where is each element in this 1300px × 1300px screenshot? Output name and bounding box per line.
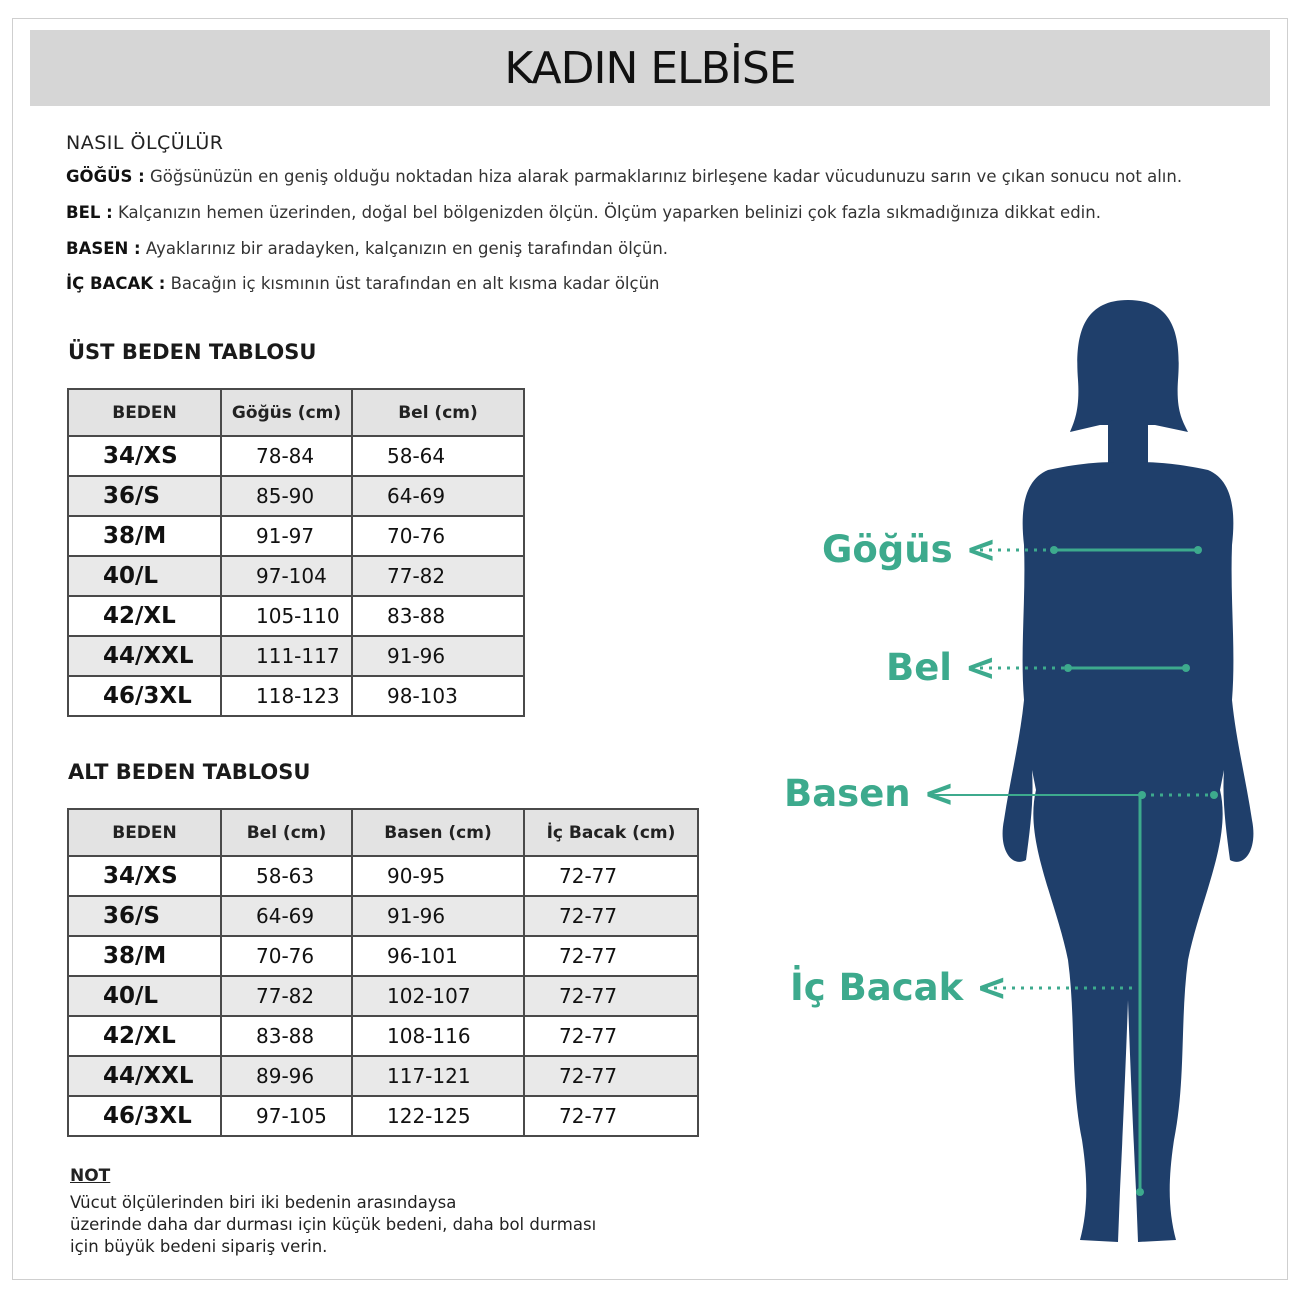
arrow-left-icon: < [964,646,996,689]
howto-text: Kalçanızın hemen üzerinden, doğal bel bölgenizden ölçün. Ölçüm yaparken belinizi çok fazla sıkmadığınıza dikkat edin. [112,203,1101,222]
value-cell: 58-64 [352,436,524,476]
value-cell: 64-69 [221,896,352,936]
table-header-row [68,809,698,856]
size-cell: 36/S [68,476,221,516]
value-cell: 96-101 [352,936,524,976]
size-cell: 34/XS [68,436,221,476]
size-cell: 46/3XL [68,1096,221,1136]
value-cell: 77-82 [221,976,352,1016]
value-cell: 70-76 [352,516,524,556]
howto-label: İÇ BACAK : [66,274,166,293]
value-cell: 98-103 [352,676,524,716]
column-header: BEDEN [68,809,221,856]
value-cell: 72-77 [524,976,698,1016]
value-cell: 91-97 [221,516,352,556]
table-row [68,516,524,556]
value-cell: 83-88 [352,596,524,636]
table-row [68,1016,698,1056]
size-cell: 46/3XL [68,676,221,716]
value-cell: 108-116 [352,1016,524,1056]
note-line: için büyük bedeni sipariş verin. [70,1237,328,1256]
value-cell: 111-117 [221,636,352,676]
howto-label: GÖĞÜS : [66,167,145,186]
column-header: Basen (cm) [352,809,524,856]
howto-label: BEL : [66,203,113,222]
size-cell: 38/M [68,936,221,976]
value-cell: 91-96 [352,636,524,676]
title-banner [30,30,1270,106]
value-cell: 85-90 [221,476,352,516]
howto-label: BASEN : [66,239,141,258]
howto-line-chest [66,167,1182,186]
column-header: Göğüs (cm) [221,389,352,436]
table-row [68,556,524,596]
value-cell: 72-77 [524,856,698,896]
value-cell: 89-96 [221,1056,352,1096]
hip-label: Basen < [784,772,955,815]
value-cell: 72-77 [524,1096,698,1136]
note-line: Vücut ölçülerinden biri iki bedenin arasındaysa [70,1193,457,1212]
value-cell: 97-105 [221,1096,352,1136]
note-text [70,1192,690,1258]
value-cell: 97-104 [221,556,352,596]
silhouette-shape [1003,300,1254,1242]
upper-table-title: ÜST BEDEN TABLOSU [68,340,317,364]
howto-text: Bacağın iç kısmının üst tarafından en alt kısma kadar ölçün [165,274,660,293]
table-header-row [68,389,524,436]
table-row [68,636,524,676]
value-cell: 72-77 [524,896,698,936]
size-cell: 38/M [68,516,221,556]
value-cell: 64-69 [352,476,524,516]
size-cell: 44/XXL [68,636,221,676]
value-cell: 102-107 [352,976,524,1016]
table-row [68,476,524,516]
inseam-label: İç Bacak < [790,966,1008,1009]
value-cell: 122-125 [352,1096,524,1136]
column-header: BEDEN [68,389,221,436]
size-cell: 34/XS [68,856,221,896]
howto-text: Ayaklarınız bir aradayken, kalçanızın en geniş tarafından ölçün. [140,239,669,258]
size-cell: 40/L [68,556,221,596]
howto-line-inseam [66,274,659,293]
value-cell: 117-121 [352,1056,524,1096]
table-row [68,596,524,636]
column-header: İç Bacak (cm) [524,809,698,856]
arrow-left-icon: < [923,772,955,815]
column-header: Bel (cm) [221,809,352,856]
table-row [68,1096,698,1136]
value-cell: 58-63 [221,856,352,896]
value-cell: 105-110 [221,596,352,636]
size-cell: 40/L [68,976,221,1016]
size-cell: 42/XL [68,1016,221,1056]
value-cell: 83-88 [221,1016,352,1056]
column-header: Bel (cm) [352,389,524,436]
table-row [68,856,698,896]
howto-title: NASIL ÖLÇÜLÜR [66,132,224,154]
value-cell: 70-76 [221,936,352,976]
value-cell: 91-96 [352,896,524,936]
note-title: NOT [70,1166,111,1186]
value-cell: 72-77 [524,936,698,976]
table-row [68,436,524,476]
chest-label: Göğüs < [822,528,997,571]
arrow-left-icon: < [965,528,997,571]
value-cell: 118-123 [221,676,352,716]
waist-label: Bel < [886,646,996,689]
lower-table-title: ALT BEDEN TABLOSU [68,760,311,784]
table-row [68,936,698,976]
value-cell: 90-95 [352,856,524,896]
value-cell: 72-77 [524,1016,698,1056]
table-row [68,896,698,936]
howto-line-hip [66,239,668,258]
note-line: üzerinde daha dar durması için küçük bedeni, daha bol durması [70,1215,597,1234]
lower-size-table [67,808,699,1137]
page-title: KADIN ELBİSE [504,42,796,94]
size-cell: 44/XXL [68,1056,221,1096]
size-cell: 36/S [68,896,221,936]
howto-line-waist [66,203,1101,222]
value-cell: 77-82 [352,556,524,596]
table-row [68,976,698,1016]
size-cell: 42/XL [68,596,221,636]
upper-size-table [67,388,525,717]
table-row [68,676,524,716]
table-row [68,1056,698,1096]
value-cell: 78-84 [221,436,352,476]
value-cell: 72-77 [524,1056,698,1096]
howto-text: Göğsünüzün en geniş olduğu noktadan hiza alarak parmaklarınız birleşene kadar vücudunuzu sarın ve çıkan sonucu not alın. [144,167,1183,186]
arrow-left-icon: < [976,966,1008,1009]
